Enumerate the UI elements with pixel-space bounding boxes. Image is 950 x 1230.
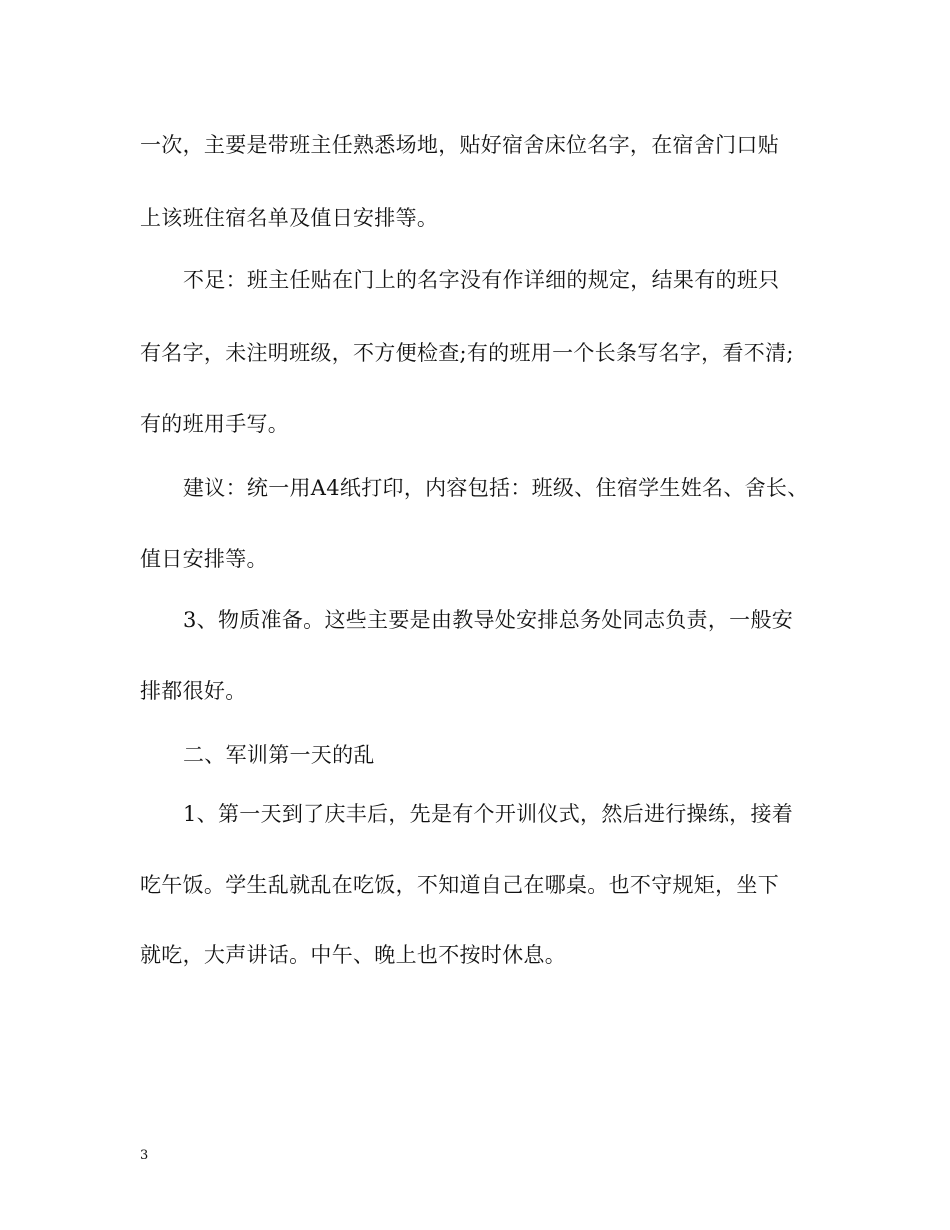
text-line-11: 1、第一天到了庆丰后，先是有个开训仪式，然后进行操练，接着: [183, 802, 794, 826]
text-line-4: 有名字，未注明班级，不方便检查;有的班用一个长条写名字，看不清;: [140, 341, 794, 365]
text-line-13: 就吃，大声讲话。中午、晚上也不按时休息。: [140, 943, 566, 967]
text-line-1: 一次，主要是带班主任熟悉场地，贴好宿舍床位名字，在宿舍门口贴: [140, 133, 779, 157]
text-line-8: 3、物质准备。这些主要是由教导处安排总务处同志负责，一般安: [183, 608, 794, 632]
page-number: 3: [140, 1148, 149, 1163]
text-line-9: 排都很好。: [140, 679, 247, 703]
text-line-7: 值日安排等。: [140, 547, 268, 571]
text-line-6: 建议：统一用A4纸打印，内容包括：班级、住宿学生姓名、舍长、: [183, 476, 809, 500]
text-line-3: 不足：班主任贴在门上的名字没有作详细的规定，结果有的班只: [183, 268, 780, 292]
section-heading: 二、军训第一天的乱: [183, 743, 375, 767]
text-line-12: 吃午饭。学生乱就乱在吃饭，不知道自己在哪桌。也不守规矩，坐下: [140, 873, 779, 897]
text-line-5: 有的班用手写。: [140, 412, 290, 436]
text-line-2: 上该班住宿名单及值日安排等。: [140, 206, 439, 230]
